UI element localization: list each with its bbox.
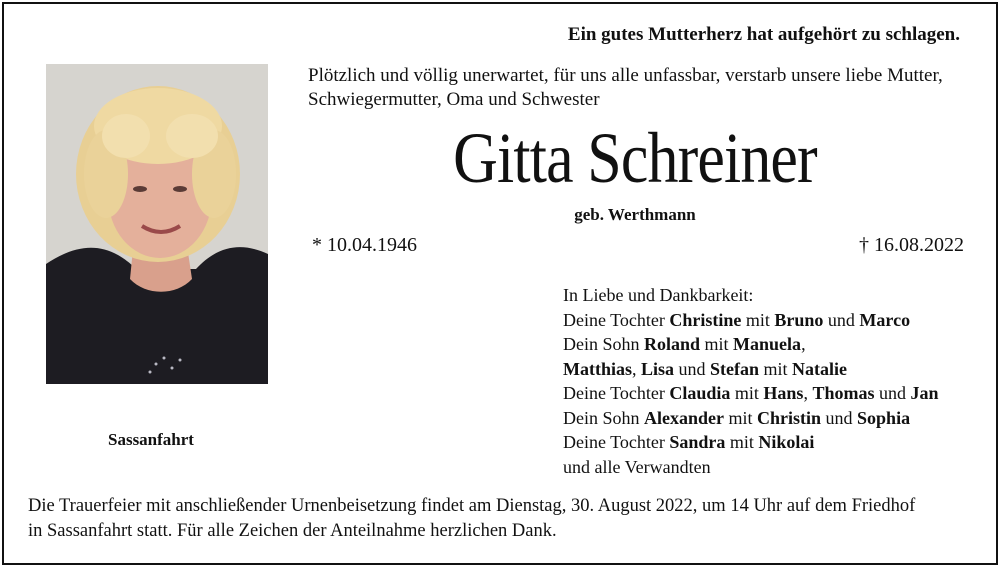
mourner-line: Deine Tochter Sandra mit Nikolai [563, 432, 815, 452]
funeral-info [28, 494, 978, 544]
mourner-line: Matthias, Lisa und Stefan mit Natalie [563, 358, 848, 379]
mourner-line: Dein Sohn Alexander mit Christin und Sophia [563, 407, 911, 428]
mourner-line: Dein Sohn Roland mit Manuela, [563, 334, 806, 354]
birth-date: * 10.04.1946 [312, 234, 417, 256]
intro-text [308, 64, 978, 112]
deceased-name: Gitta Schreiner [453, 118, 817, 198]
death-date: † 16.08.2022 [859, 234, 964, 256]
mourner-line: Deine Tochter Claudia mit Hans, Thomas und Jan [563, 383, 939, 403]
mourners-heading: In Liebe und Dankbarkeit: [563, 285, 754, 305]
funeral-info-line: in Sassanfahrt statt. Für alle Zeichen der Anteilnahme herzlichen Dank. [28, 521, 557, 541]
intro-line: Plötzlich und völlig unerwartet, für uns alle unfassbar, verstarb unsere liebe Mutter, [308, 65, 943, 86]
mourner-line: Deine Tochter Christine mit Bruno und Marco [563, 309, 911, 330]
place-of-residence: Sassanfahrt [108, 430, 194, 449]
motto: Ein gutes Mutterherz hat aufgehört zu schlagen. [567, 24, 960, 45]
intro-line: Schwiegermutter, Oma und Schwester [308, 89, 600, 110]
mourners-list [563, 283, 938, 479]
funeral-info-line: Die Trauerfeier mit anschließender Urnenbeisetzung findet am Dienstag, 30. August 2022, um 14 Uhr auf dem Friedhof [28, 496, 916, 516]
mourners-closing: und alle Verwandten [563, 456, 711, 477]
birth-name: geb. Werthmann [574, 205, 696, 224]
